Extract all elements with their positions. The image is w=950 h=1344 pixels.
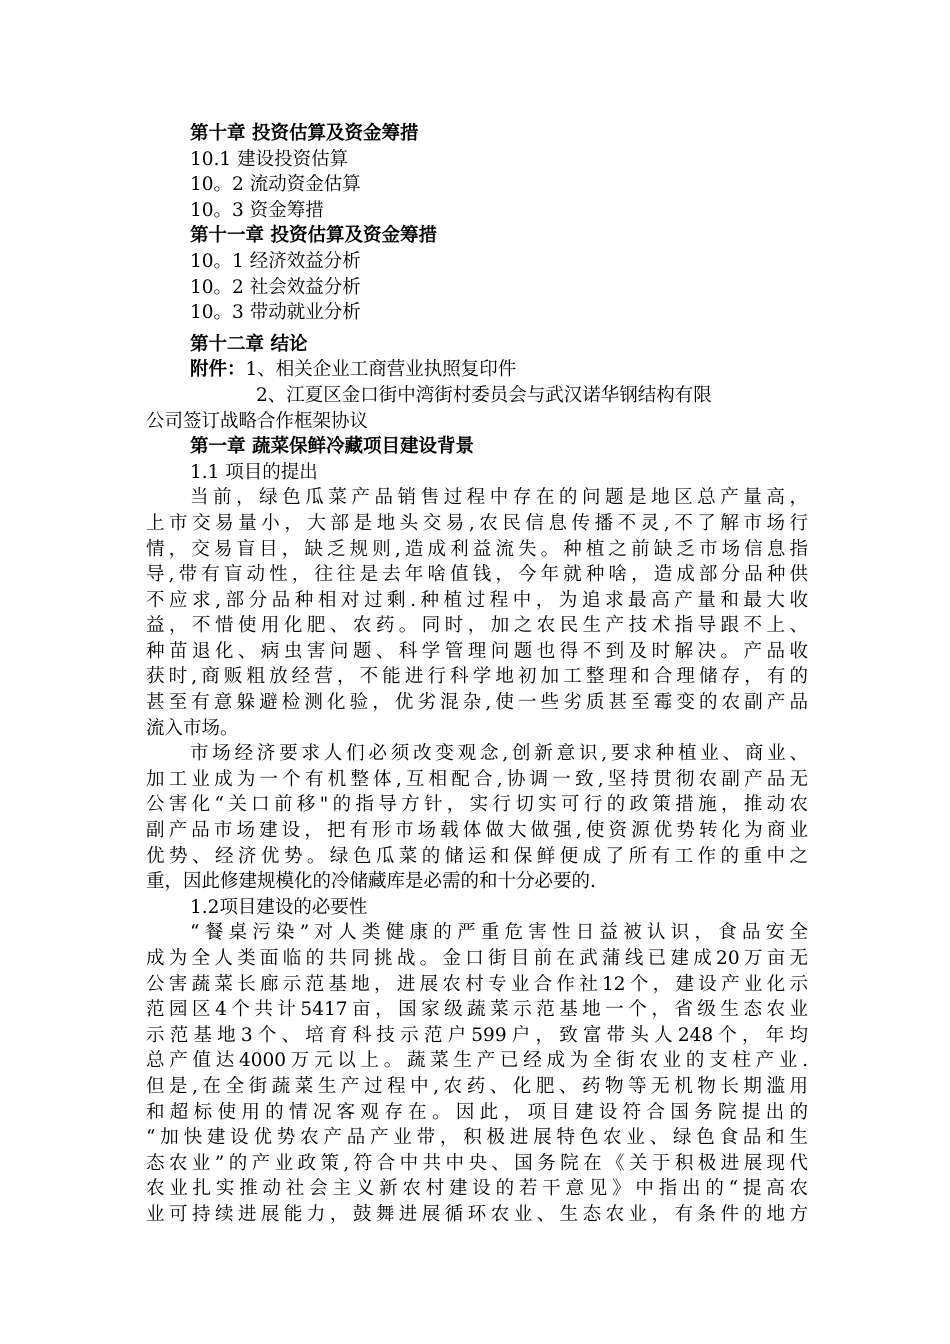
appendix-item-2: 2、江夏区金口街中湾街村委员会与武汉诺华钢结构有限 [256,384,712,406]
toc-item: 10。2 社会效益分析 [190,276,361,298]
paragraph-line: 情，交易盲目，缺乏规则,造成利益流失。种植之前缺乏市场信息指 [146,538,808,560]
paragraph-line: 和超标使用的情况客观存在。因此，项目建设符合国务院提出的 [146,1101,808,1123]
paragraph-3 [146,920,808,1227]
paragraph-2 [146,741,808,895]
paragraph-line: “餐桌污染”对人类健康的严重危害性日益被认识，食品安全 [190,922,808,944]
paragraph-line: 范园区4个共计5417亩，国家级蔬菜示范基地一个，省级生态农业 [146,999,808,1021]
paragraph-line: 重，因此修建规模化的冷储藏库是必需的和十分必要的. [146,871,596,893]
section-1-2-title: 1.2项目建设的必要性 [190,896,368,918]
paragraph-line: 益，不惜使用化肥、农药。同时，加之农民生产技术指导跟不上、 [146,615,808,637]
paragraph-line: 甚至有意躲避检测化验，优劣混杂,使一些劣质甚至霉变的农副产品 [146,692,808,714]
paragraph-line: 种苗退化、病虫害问题、科学管理问题也得不到及时解决。产品收 [146,640,808,662]
paragraph-line: 公害化“关口前移"的指导方针，实行切实可行的政策措施，推动农 [146,794,808,816]
toc-item: 10。3 带动就业分析 [190,302,361,324]
paragraph-line: 流入市场。 [146,717,239,739]
toc-chapter-10-title: 第十章 投资估算及资金筹措 [190,123,419,144]
paragraph-line: “加快建设优势农产品产业带，积极进展特色农业、绿色食品和生 [146,1127,808,1149]
appendix-item-2-continued: 公司签订战略合作框架协议 [146,410,369,432]
appendix-line-1 [146,357,808,383]
paragraph-line: 优势、经济优势。绿色瓜菜的储运和保鲜便成了所有工作的重中之 [146,845,808,867]
paragraph-line: 当前，绿色瓜菜产品销售过程中存在的问题是地区总产量高， [190,487,808,509]
paragraph-line: 公害蔬菜长廊示范基地，进展农村专业合作社12个，建设产业化示 [146,973,808,995]
paragraph-line: 上市交易量小，大部是地头交易,农民信息传播不灵,不了解市场行 [146,512,808,534]
paragraph-line: 业可持续进展能力，鼓舞进展循环农业、生态农业，有条件的地方 [146,1203,808,1225]
paragraph-line: 成为全人类面临的共同挑战。金口街目前在武蒲线已建成20万亩无 [146,948,808,969]
toc-item: 10.1 建设投资估算 [190,148,349,170]
paragraph-line: 态农业”的产业政策,符合中共中央、国务院在《关于积极进展现代 [146,1152,808,1174]
paragraph-line: 市场经济要求人们必须改变观念,创新意识,要求种植业、商业、 [190,743,808,765]
toc-item: 10。1 经济效益分析 [190,250,361,272]
paragraph-line: 获时,商贩粗放经营，不能进行科学地初加工整理和合理储存，有的 [146,666,808,688]
paragraph-line: 农业扎实推动社会主义新农村建设的若干意见》中指出的“提高农 [146,1178,808,1200]
paragraph-line: 不应求,部分品种相对过剩.种植过程中，为追求最高产量和最大收 [146,589,808,611]
paragraph-line: 导,带有盲动性，往往是去年啥值钱，今年就种啥，造成部分品种供 [146,564,808,586]
section-1-1-title: 1.1 项目的提出 [190,461,318,483]
paragraph-line: 加工业成为一个有机整体,互相配合,协调一致,坚持贯彻农副产品无 [146,768,808,790]
toc-chapter-12-title: 第十二章 结论 [190,333,308,355]
paragraph-line: 示范基地3个、培育科技示范户599户，致富带头人248个，年均 [146,1024,808,1046]
appendix-label: 附件： [190,359,246,381]
paragraph-1 [146,485,808,741]
paragraph-line: 总产值达4000万元以上。蔬菜生产已经成为全街农业的支柱产业. [146,1050,808,1072]
chapter-1-title: 第一章 蔬菜保鲜冷藏项目建设背景 [190,436,474,458]
paragraph-line: 副产品市场建设，把有形市场载体做大做强,使资源优势转化为商业 [146,820,808,842]
appendix-item-1: 1、相关企业工商营业执照复印件 [245,359,517,381]
document-body [146,121,808,1228]
toc-item: 10。2 流动资金估算 [190,174,361,196]
toc-chapter-11-title: 第十一章 投资估算及资金筹措 [190,225,437,247]
toc-item: 10。3 资金筹措 [190,199,324,221]
paragraph-line: 但是,在全街蔬菜生产过程中,农药、化肥、药物等无机物长期滥用 [146,1075,808,1097]
